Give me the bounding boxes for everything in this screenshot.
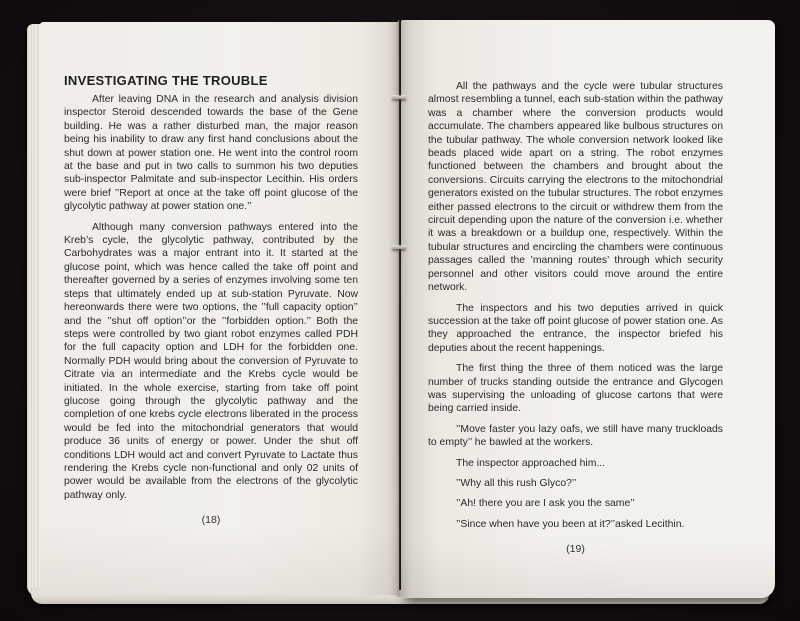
paragraph: ’’Move faster you lazy oafs, we still have many truckloads to empty’’ he bawled at the workers. <box>428 423 723 449</box>
book <box>27 18 776 600</box>
page-number-right: (19) <box>566 543 585 556</box>
staple-top <box>392 96 406 99</box>
paragraph: ’’Since when have you been at it?’’asked Lecithin. <box>456 518 685 530</box>
paragraph: Although many conversion pathways entered into the Kreb’s cycle, the glycolytic pathway, contributed by the Carbohydrates was a major entrant into it. It started at the glucose point, which was hence called the take off point and thereafter governed by a series of enzymes involving some ten steps that ultimately ended up at sub-station Pyruvate. Now hereonwards there were two options, the ’’full capacity option’’ and the ’’shut off option’’or the ’’forbidden option.’’ Both the steps were controlled by two giant robot enzymes called PDH for the full capacity option and LDH for the forbidden one. Normally PDH would bring about the conversion of Pyruvate to Citrate via an intermediate and the Krebs cycle would be initiated. In the whole exercise, starting from take off point glucose going through the glycolytic pathway and the completion of one krebs cycle electrons liberated in the process would be fed into the mitochondrial generators that would produce 36 units of energy or power. Under the shut off conditions LDH would act and convert Pyruvate to Lactate thus rendering the Krebs cycle non-functional and only 02 units of power would be available from the electrons of the glycolytic pathway only. <box>64 221 358 501</box>
right-page <box>401 20 775 598</box>
paragraph: The first thing the three of them noticed was the large number of trucks standing outside the entrance and Glycogen was supervising the unloading of glucose cartons that were being carried inside. <box>428 363 723 415</box>
paragraph: The inspectors and his two deputies arrived in quick succession at the take off point glucose of power station one. As they approached the entrance, the inspector briefed his deputies about the recent happenings. <box>428 302 723 354</box>
staple-bottom <box>392 246 406 249</box>
spine-crease-line <box>398 20 399 597</box>
paragraph: The inspector approached him... <box>456 457 606 469</box>
section-heading: INVESTIGATING THE TROUBLE <box>64 73 268 88</box>
paragraph: ’’Why all this rush Glyco?’’ <box>456 477 577 489</box>
paragraph: All the pathways and the cycle were tubular structures almost resembling a tunnel, each sub-station within the pathway was a chamber where the conversion products would accumulate. The chambers appeared like bulbous structures on the tubular pathway. The whole conversion network looked like beads placed wide apart on a string. The robot enzymes functioned between the chambers and brought about the conversions. Circuits carrying the electrons to the mitochondrial generators existed on the tubular structures. The robot enzymes either passed electrons to the circuit or withdrew them from the circuit depending upon the nature of the conversion i.e. whether it was a breakdown or a buildup one, respectively. Within the tubular structures and encircling the chambers were continuous passages called the ’manning routes’ through which security personnel and other visitors could move around the entire network. <box>428 81 723 294</box>
paragraph: ’’Ah! there you are I ask you the same’’ <box>456 498 635 510</box>
paragraph: After leaving DNA in the research and analysis division inspector Steroid descended towards the base of the Gene building. He was a rather disturbed man, the major reason being his inability to draw any first hand conclusions about the shut down at power station one. He went into the control room at the base and put in two calls to summon his two deputies sub-inspector Palmitate and sub-inspector Lecithin. His orders were brief ’’Report at once at the take off point glucose of the glycolytic pathway at power station one.’’ <box>64 94 358 213</box>
page-number-left: (18) <box>201 514 221 527</box>
left-page <box>40 22 399 595</box>
